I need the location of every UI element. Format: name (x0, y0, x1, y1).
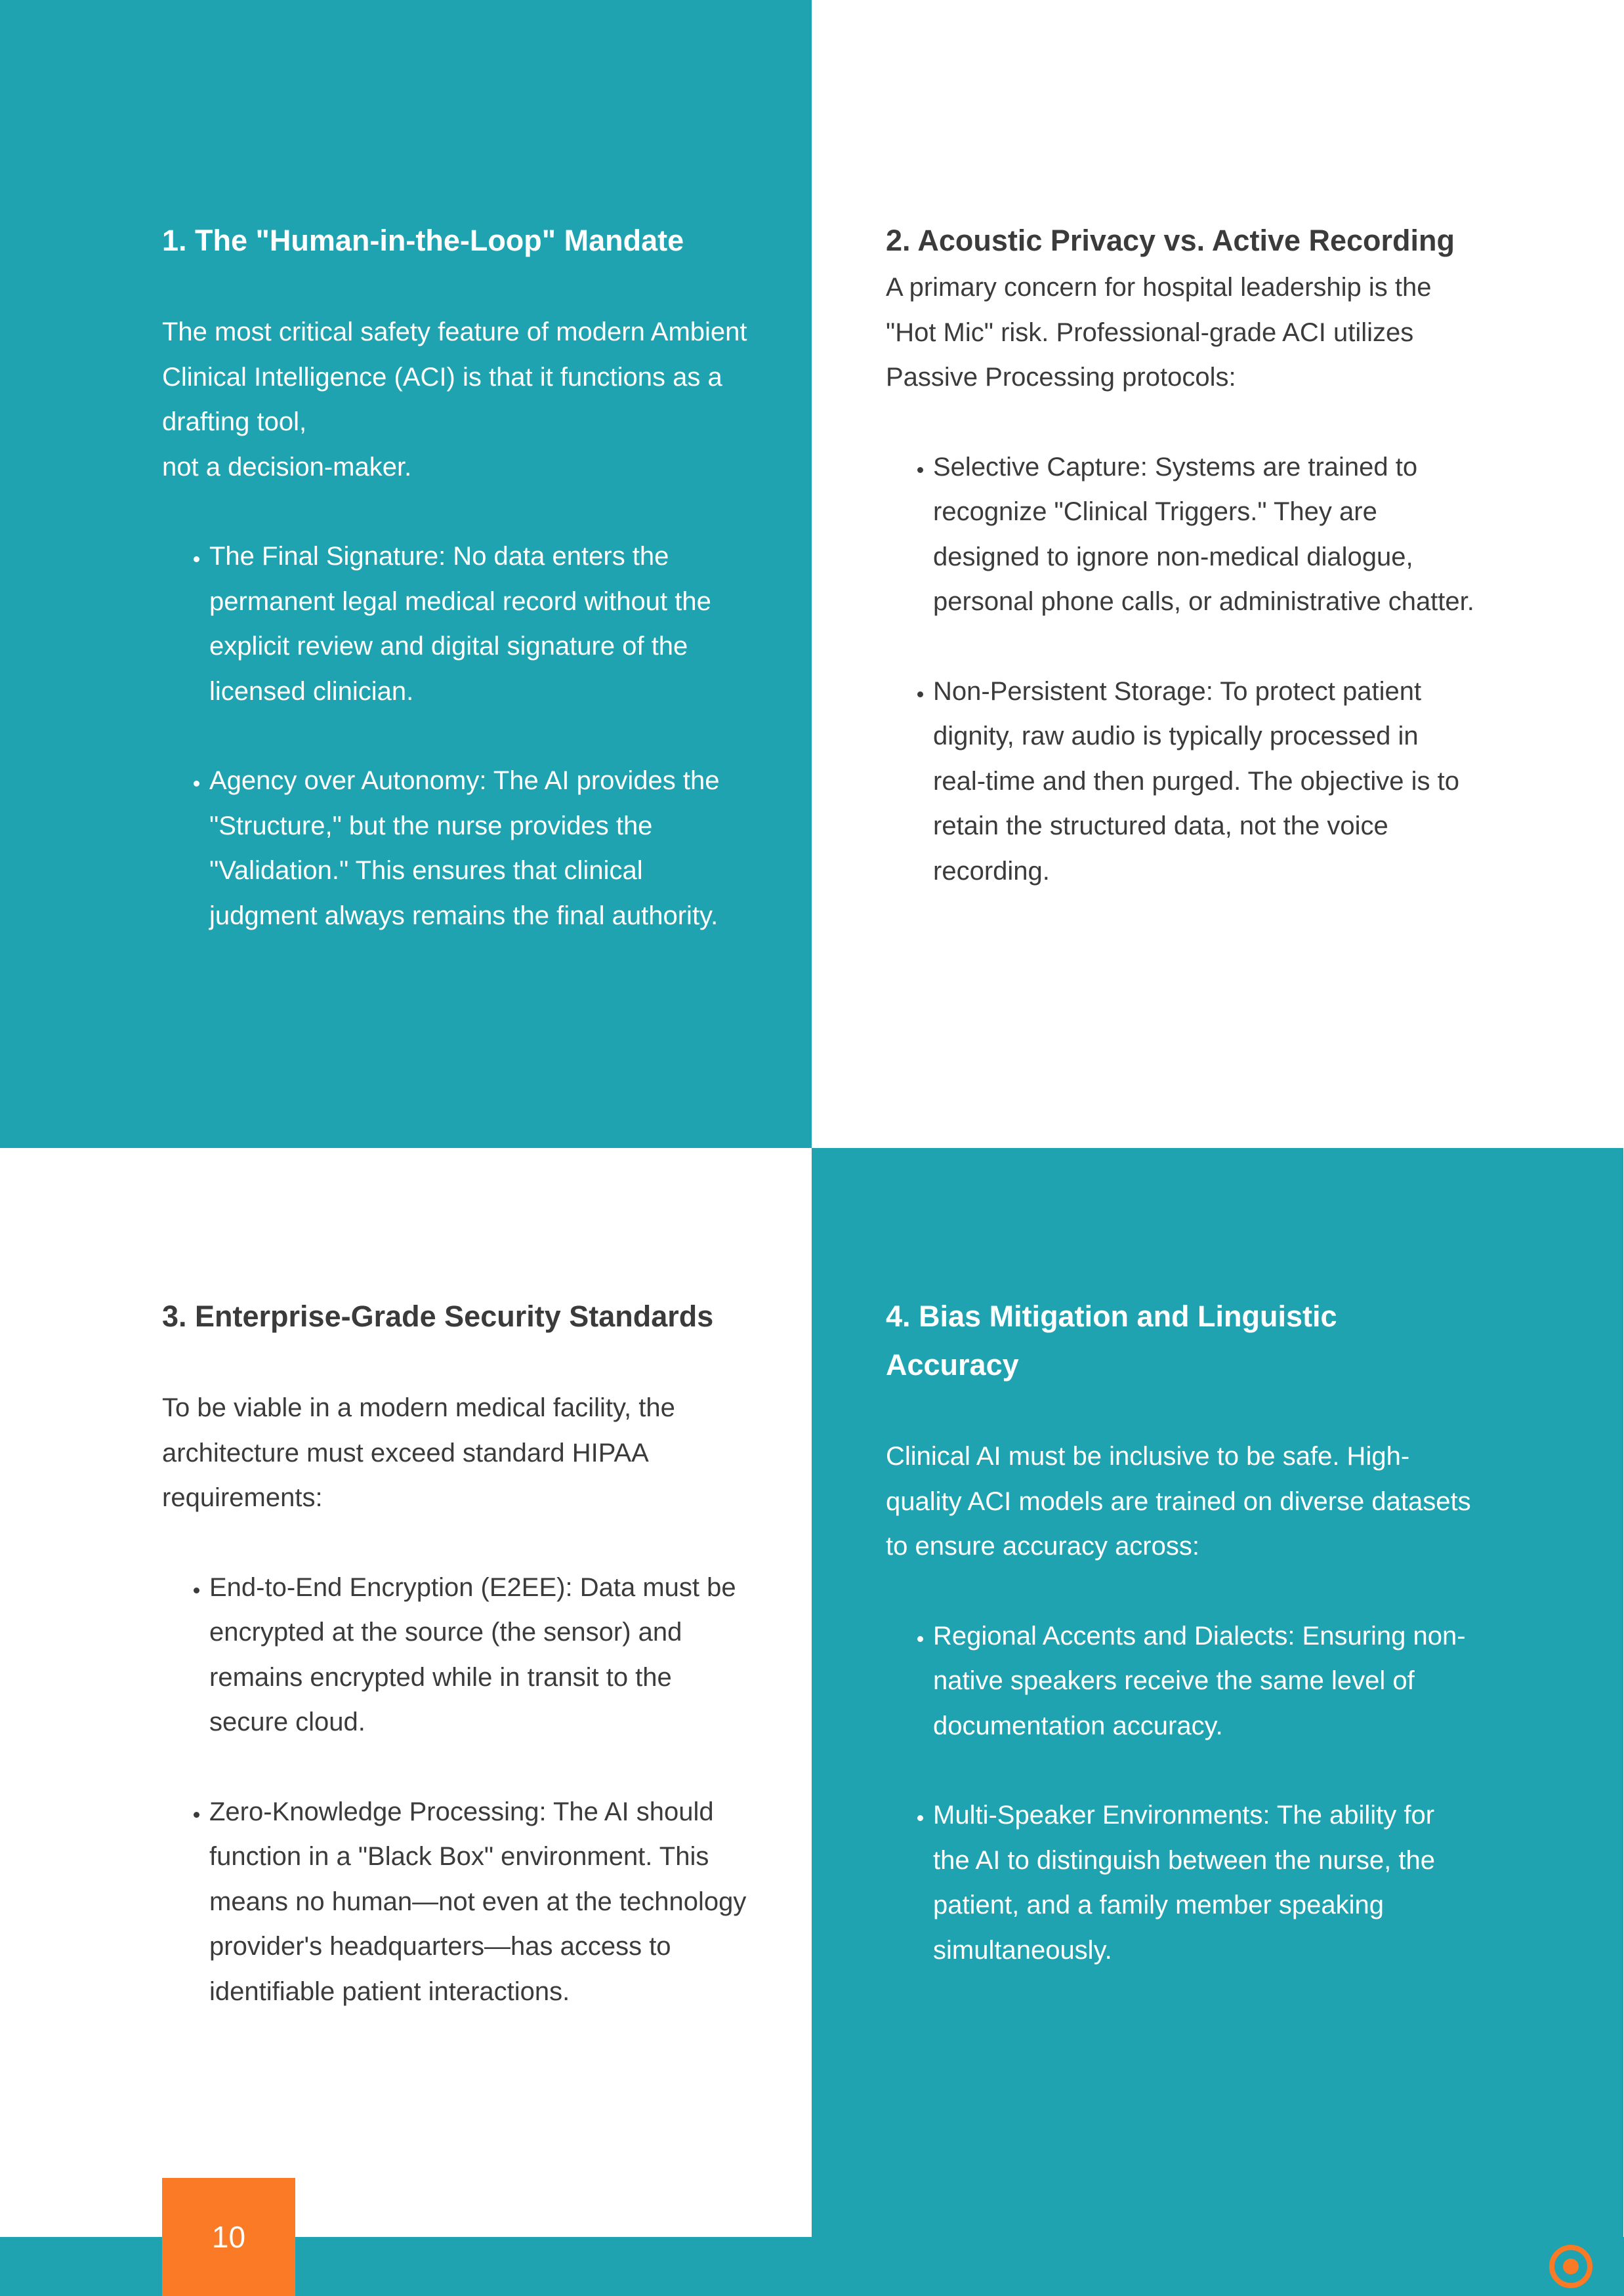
list-item: • The Final Signature: No data enters the permanent legal medical record without the explicit review and digital signature of the licensed clinician. (209, 534, 753, 714)
section-heading: 4. Bias Mitigation and Linguistic Accuracy (886, 1300, 1337, 1382)
section-heading: 2. Acoustic Privacy vs. Active Recording (886, 224, 1455, 257)
bullet-list (162, 534, 753, 938)
section-2 (886, 216, 1476, 938)
list-item: • Agency over Autonomy: The AI provides the "Structure," but the nurse provides the "Validation." This ensures that clinical judgment always remains the final authority. (209, 758, 753, 938)
section-intro: The most critical safety feature of modern Ambient Clinical Intelligence (ACI) is that it functions as a drafting tool, not a decision-maker. (162, 318, 747, 482)
circle-target-icon (1549, 2245, 1593, 2288)
section-3 (162, 1292, 753, 2059)
list-item: • End-to-End Encryption (E2EE): Data must be encrypted at the source (the sensor) and remains encrypted while in transit to the secure cloud. (209, 1565, 753, 1745)
section-heading: 3. Enterprise-Grade Security Standards (162, 1300, 714, 1333)
list-item: • Multi-Speaker Environments: The ability for the AI to distinguish between the nurse, the patient, and a family member speaking simultaneously. (933, 1793, 1476, 1973)
section-intro: To be viable in a modern medical facility, the architecture must exceed standard HIPAA requirements: (162, 1393, 675, 1512)
section-4 (886, 1292, 1476, 2017)
quadrant-bias-mitigation (812, 1148, 1623, 2296)
section-intro: A primary concern for hospital leadership is the "Hot Mic" risk. Professional-grade ACI utilizes Passive Processing protocols: (886, 273, 1432, 392)
section-1 (162, 216, 753, 983)
list-item: • Selective Capture: Systems are trained to recognize "Clinical Triggers." They are designed to ignore non-medical dialogue, personal phone calls, or administrative chatter. (933, 445, 1476, 625)
quadrant-human-in-the-loop (0, 0, 812, 1148)
bullet-list (886, 445, 1476, 894)
section-heading: 1. The "Human-in-the-Loop" Mandate (162, 224, 684, 257)
section-intro: Clinical AI must be inclusive to be safe. High-quality ACI models are trained on diverse datasets to ensure accuracy across: (886, 1442, 1471, 1561)
bullet-list (162, 1565, 753, 2015)
list-item: • Zero-Knowledge Processing: The AI should function in a "Black Box" environment. This means no human—not even at the technology provider's headquarters—has access to identifiable patient interactions. (209, 1790, 753, 2015)
list-item: • Regional Accents and Dialects: Ensuring non-native speakers receive the same level of documentation accuracy. (933, 1614, 1476, 1749)
list-item: • Non-Persistent Storage: To protect patient dignity, raw audio is typically processed in real-time and then purged. The objective is to retain the structured data, not the voice recording. (933, 669, 1476, 894)
quadrant-acoustic-privacy (812, 0, 1623, 1148)
quadrant-security-standards (0, 1148, 812, 2296)
page-number: 10 (162, 2178, 295, 2296)
bullet-list (886, 1614, 1476, 1973)
